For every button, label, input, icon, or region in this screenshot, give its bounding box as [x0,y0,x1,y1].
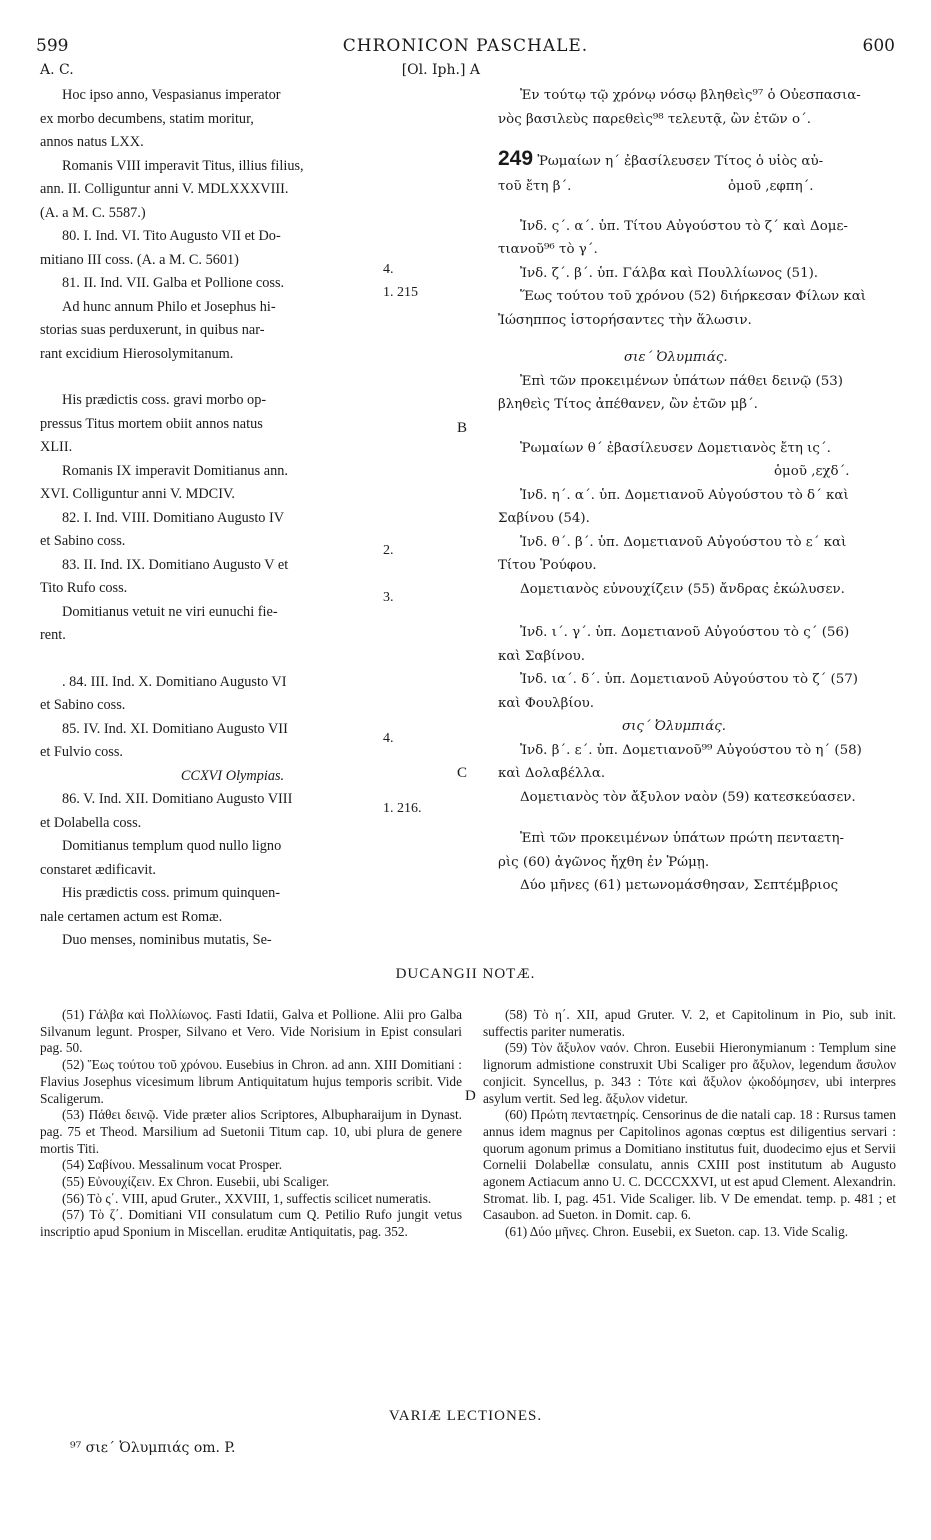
sub-header [40,62,480,82]
latin-line: constaret ædificavit. [40,861,156,878]
year-number: 2. [383,543,394,558]
margin-letter-c: C [457,765,468,781]
greek-line: Ἰνδ. ζ΄. β΄. ὑπ. Γάλβα καὶ Πουλλίωνος (51). [520,265,819,281]
greek-sum: ὁμοῦ ,εχδ΄. [774,464,850,479]
latin-line: et Dolabella coss. [40,814,142,831]
latin-line: 85. IV. Ind. XI. Domitiano Augusto VII [62,720,288,737]
greek-column [498,84,896,898]
greek-sum: ὁμοῦ ,εφπη΄. [728,179,814,194]
latin-line: 83. II. Ind. IX. Domitiano Augusto V et [62,556,289,573]
greek-line: Δύο μῆνες (61) μετωνομάσθησαν, Σεπτέμβριος [520,878,839,893]
greek-line: Ἰνδ. ια΄. δ΄. ὑπ. Δομετιανοῦ Αὐγούστου τὸ ζ΄ (57) [520,672,859,687]
latin-line: 80. I. Ind. VI. Tito Augusto VII et Do- [62,228,281,244]
margin-letter-b: B [457,420,468,436]
greek-line: Ἐν τούτῳ τῷ χρόνῳ νόσῳ βληθεὶς⁹⁷ ὁ Οὐεσπασια- [520,88,861,103]
era-label: A. C. [40,62,74,78]
note-entry: (52) Ἕως τούτου τοῦ χρόνου. Eusebius in Chron. ad ann. XIII Domitiani : Flavius Josephus vicesimum librum Antiquitatum hujus temporis scribit. Vide Scaligerum. [40,1057,462,1106]
greek-line: Σαβίνου (54). [498,511,590,526]
latin-line: Romanis IX imperavit Domitianus ann. [62,462,288,479]
note-entry: (58) Τὸ η΄. XII, apud Gruter. V. 2, et Capitolinum in Pio, sub init. suffectis pariter numeratis. [483,1007,896,1039]
latin-line: Hoc ipso anno, Vespasianus imperator [62,87,281,103]
latin-line: rant excidium Hierosolymitanum. [40,345,234,362]
greek-line: Ἰώσηππος ἱστορήσαντες τὴν ἅλωσιν. [498,312,752,328]
latin-line: XLII. [40,439,73,455]
running-title: CHRONICON PASCHALE. [342,36,589,56]
greek-line: Δομετιανὸς εὐνουχίζειν (55) ἄνδρας ἐκώλυσεν. [520,581,845,597]
latin-line: et Sabino coss. [40,533,126,549]
running-header [36,36,895,58]
latin-line: ex morbo decumbens, statim moritur, [40,110,254,127]
greek-line: Δομετιανὸς τὸν ἄξυλον ναὸν (59) κατεσκεύασεν. [520,789,856,805]
variae-heading: VARIÆ LECTIONES. [388,1408,543,1424]
latin-line: storias suas perduxerunt, in quibus nar- [40,322,265,338]
page-number-left: 599 [36,36,69,56]
latin-line: Domitianus vetuit ne viri eunuchi fie- [62,603,278,620]
section-number: 249 [498,147,534,170]
greek-line: νὸς βασιλεὺς παρεθεὶς⁹⁸ τελευτᾷ, ὢν ἐτῶν ο΄. [498,111,811,127]
note-entry: (55) Εὐνουχίζειν. Ex Chron. Eusebii, ubi Scaliger. [62,1174,330,1190]
latin-line: Duo menses, nominibus mutatis, Se- [62,932,272,948]
year-number: 1. 216. [383,801,422,816]
greek-line: ρὶς (60) ἀγῶνος ἤχθη ἐν Ῥώμῃ. [498,854,710,870]
latin-line: 82. I. Ind. VIII. Domitiano Augusto IV [62,509,285,526]
margin-letter-d: D [465,1088,476,1104]
latin-line: et Sabino coss. [40,697,126,713]
notes-heading: DUCANGII NOTÆ. [395,966,536,982]
latin-line: (A. a M. C. 5587.) [40,204,146,221]
latin-line: rent. [40,627,66,643]
greek-line: Ἰνδ. β΄. ε΄. ὑπ. Δομετιανοῦ⁹⁹ Αὐγούστου τὸ η΄ (58) [520,742,862,758]
note-entry: (51) Γάλβα καὶ Πολλίωνος. Fasti Idatii, Galva et Pollione. Alii pro Galba Silvanum legunt. Prosper, Silvano et Vero. Vide Norisium in Epist consulari pag. 50. [40,1007,462,1056]
year-number: 4. [383,262,394,277]
note-entry: (60) Πρώτη πενταετηρίς. Censorinus de die natali cap. 18 : Rursus tamen annus idem magnus per Capitolinos agonas cœptus est diligentius servari : quorum agonum primus a Domitiano institutus fuit, duodecimo ejus et Servii Cornelii Dolabellæ consulatu, annis CXIII post institutum ab Augusto agonem Actiacum anno U. C. DCCCXXVI, ut est apud Clement. Alexandrin. Stromat. lib. I, pag. 451. Vide Scaliger. lib. V De emendat. temp. p. 481 ; et Casaubon. ad Sueton. in Domit. cap. 6. [483,1107,896,1223]
latin-line: ann. II. Colliguntur anni V. MDLXXXVIII. [40,181,289,197]
olympiad-heading: CCXVI Olympias. [180,767,285,784]
greek-line: Ἐπὶ τῶν προκειμένων ὑπάτων πρώτη πενταετη- [520,831,845,846]
latin-line: pressus Titus mortem obiit annos natus [40,415,263,432]
olympiad-label: [Ol. Iph.] A [401,62,480,78]
greek-line: καὶ Φουλβίου. [498,695,595,711]
note-entry: (59) Τὸν ἄξυλον ναόν. Chron. Eusebii Hieronymianum : Templum sine lignorum admistione construxit Ubi Scaliger pro ἄξυλον, legendum ἄσυλον conjicit. Syncellus, p. 343 : Τότε καὶ ἄξυλον ᾠκοδόμησεν, ubi interpres asylum vertit. Sed leg. ἄξυλον videtur. [483,1040,896,1106]
latin-column [40,84,425,953]
greek-line: τιανοῦ⁹⁶ τὸ γ΄. [498,242,598,257]
note-entry: (61) Δύο μῆνες. Chron. Eusebii, ex Sueton. cap. 13. Vide Scalig. [505,1224,849,1240]
latin-line: et Fulvio coss. [40,744,124,760]
latin-line: Ad hunc annum Philo et Josephus hi- [62,298,276,315]
latin-line: 81. II. Ind. VII. Galba et Pollione coss. [62,275,285,291]
olympiad-heading: σιε΄ Ὀλυμπιάς. [624,350,728,365]
note-entry: (53) Πάθει δεινῷ. Vide præter alios Scriptores, Albupharaijum in Dynast. pag. 75 et Theod. Marsilium ad Suetonii Titum cap. 10, ubi plura de genere mortis Titi. [40,1107,462,1156]
latin-line: mitiano III coss. (A. a M. C. 5601) [40,251,239,268]
greek-line: Τίτου Ῥούφου. [498,558,597,573]
latin-line: His prædictis coss. gravi morbo op- [62,392,267,408]
greek-line: Ἰνδ. ς΄. α΄. ὑπ. Τίτου Αὐγούστου τὸ ζ΄ καὶ Δομε- [520,218,848,234]
latin-line: Romanis VIII imperavit Titus, illius filius, [62,157,304,174]
note-entry: (56) Τὸ ς΄. VIII, apud Gruter., XXVIII, 1, suffectis scilicet numeratis. [62,1190,432,1206]
greek-line: Ἕως τούτου τοῦ χρόνου (52) διήρκεσαν Φίλων καὶ [520,289,867,304]
latin-line: nale certamen actum est Romæ. [40,908,223,925]
latin-line: . 84. III. Ind. X. Domitiano Augusto VI [62,673,287,690]
page-number-right: 600 [862,36,895,56]
notes-left-column [40,1007,462,1241]
year-number: 1. 215 [383,285,418,300]
greek-line: Ἰνδ. θ΄. β΄. ὑπ. Δομετιανοῦ Αὐγούστου τὸ ε΄ καὶ [520,534,847,550]
latin-line: 86. V. Ind. XII. Domitiano Augusto VIII [62,791,293,807]
greek-line: Ἰνδ. η΄. α΄. ὑπ. Δομετιανοῦ Αὐγούστου τὸ δ΄ καὶ [520,487,849,503]
variant-reading: ⁹⁷ σιε΄ Ὀλυμπιάς om. P. [70,1440,236,1456]
year-number: 3. [383,590,394,605]
greek-line: καὶ Σαβίνου. [498,648,586,664]
greek-line: Ἰνδ. ι΄. γ΄. ὑπ. Δομετιανοῦ Αὐγούστου τὸ ς΄ (56) [520,625,850,640]
latin-line: XVI. Colliguntur anni V. MDCIV. [40,486,236,502]
latin-line: annos natus LXX. [40,134,144,150]
greek-line: Ἐπὶ τῶν προκειμένων ὑπάτων πάθει δεινῷ (53) [520,373,843,389]
year-number: 4. [383,731,394,746]
note-entry: (54) Σαβίνου. Messalinum vocat Prosper. [62,1157,283,1173]
latin-line: Domitianus templum quod nullo ligno [62,838,282,854]
greek-line: τοῦ ἔτη β΄. [498,179,572,194]
latin-line: His prædictis coss. primum quinquen- [62,885,281,901]
latin-line: Tito Rufo coss. [40,580,128,596]
greek-line: βληθεὶς Τίτος ἀπέθανεν, ὢν ἐτῶν μβ΄. [498,397,758,412]
greek-line: Ῥωμαίων η΄ ἐβασίλευσεν Τίτος ὁ υἱὸς αὐ- [537,154,824,169]
note-entry: (57) Τὸ ζ΄. Domitiani VII consulatum cum Q. Petilio Rufo jungit vetus inscriptio apud Sponium in Miscellan. eruditæ Antiquitatis, pag. 352. [40,1207,462,1240]
greek-line: καὶ Δολαβέλλα. [498,766,606,781]
greek-line: Ῥωμαίων θ΄ ἐβασίλευσεν Δομετιανὸς ἔτη ις΄. [520,440,831,456]
olympiad-heading: σις΄ Ὀλυμπιάς. [622,719,726,734]
notes-right-column [483,1007,896,1241]
